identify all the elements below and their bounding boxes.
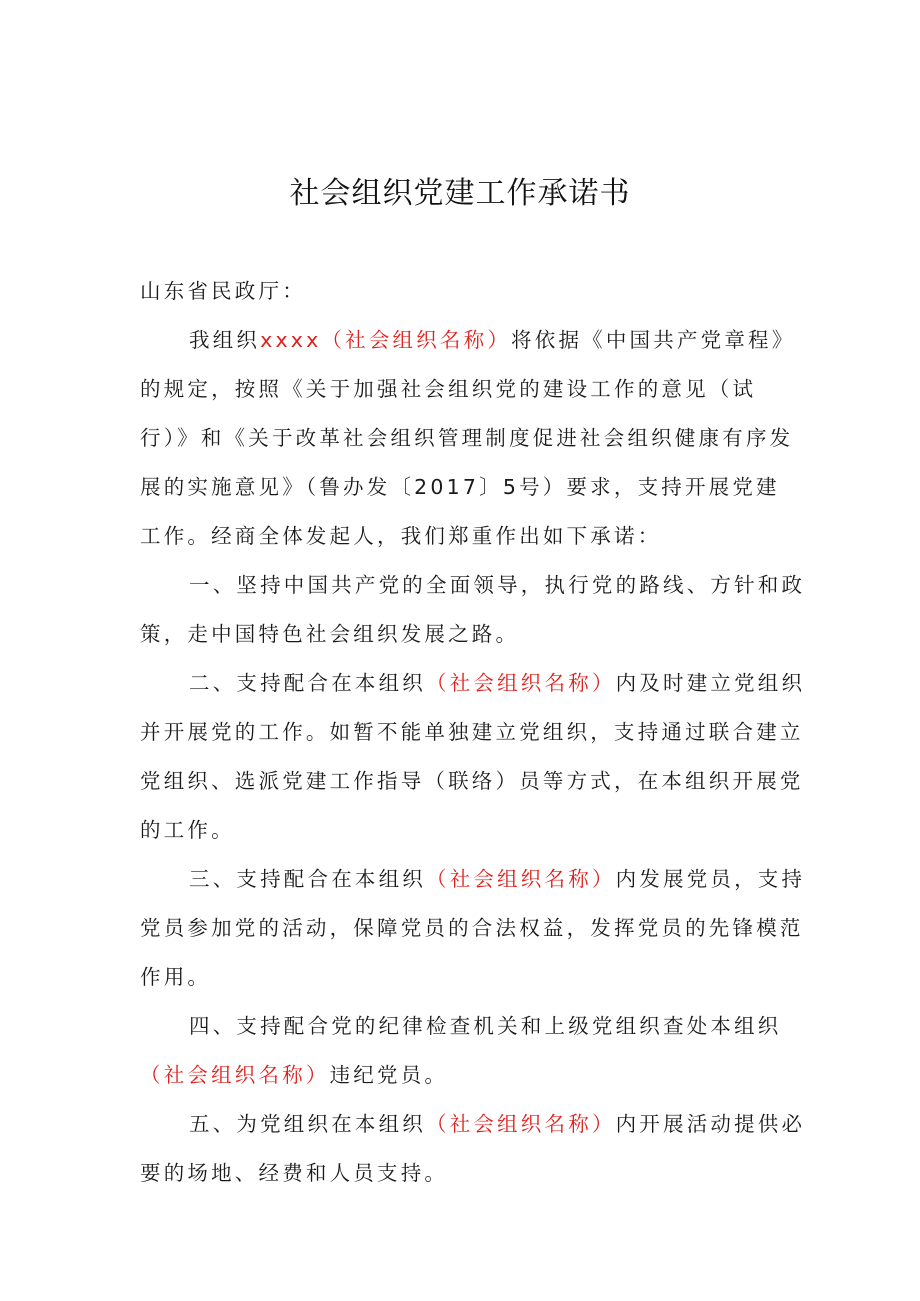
item2-text: 二、支持配合在本组织 xyxy=(189,671,426,695)
org-name-placeholder: xxxx（社会组织名称） xyxy=(260,328,512,352)
intro-text: 我组织 xyxy=(189,328,261,352)
item5-line-2: 要的场地、经费和人员支持。 xyxy=(140,1161,449,1185)
intro-line-1 xyxy=(140,316,796,365)
commitment-item-5 xyxy=(140,1100,806,1198)
item3-line-1 xyxy=(140,855,806,904)
intro-line-4: 展的实施意见》（鲁办发〔2017〕5号）要求，支持开展党建 xyxy=(140,475,780,499)
org-name-placeholder: （社会组织名称） xyxy=(426,1112,616,1136)
item3-text: 三、支持配合在本组织 xyxy=(189,867,426,891)
item4-line-2 xyxy=(140,1051,790,1100)
item3-line-3: 作用。 xyxy=(140,965,212,989)
salutation: 山东省民政厅： xyxy=(140,279,306,303)
intro-text: 将依据《中国共产党章程》 xyxy=(511,328,796,352)
item2-line-1 xyxy=(140,659,806,708)
commitment-item-4 xyxy=(140,1002,790,1100)
commitment-item-3 xyxy=(140,855,806,1002)
item3-line-2: 党员参加党的活动，保障党员的合法权益，发挥党员的先锋模范 xyxy=(140,916,804,940)
document-title: 社会组织党建工作承诺书 xyxy=(289,176,631,211)
org-name-placeholder: （社会组织名称） xyxy=(426,867,616,891)
item1-line-2: 策，走中国特色社会组织发展之路。 xyxy=(140,622,520,646)
intro-paragraph xyxy=(140,316,796,561)
item5-line-1 xyxy=(140,1100,806,1149)
item4-text: 违纪党员。 xyxy=(329,1063,449,1087)
org-name-placeholder: （社会组织名称） xyxy=(140,1063,330,1087)
item1-line-1: 一、坚持中国共产党的全面领导，执行党的路线、方针和政 xyxy=(189,573,806,597)
document-body xyxy=(140,267,806,1198)
item2-text: 内及时建立党组织 xyxy=(615,671,806,695)
commitment-item-2 xyxy=(140,659,806,855)
item5-text: 五、为党组织在本组织 xyxy=(189,1112,426,1136)
item4-line-1: 四、支持配合党的纪律检查机关和上级党组织查处本组织 xyxy=(189,1014,782,1038)
item2-line-3: 党组织、选派党建工作指导（联络）员等方式，在本组织开展党 xyxy=(140,769,804,793)
intro-line-3: 行）》和《关于改革社会组织管理制度促进社会组织健康有序发 xyxy=(140,426,794,450)
item2-line-2: 并开展党的工作。如暂不能单独建立党组织，支持通过联合建立 xyxy=(140,720,804,744)
item2-line-4: 的工作。 xyxy=(140,818,235,842)
commitment-item-1 xyxy=(140,561,806,659)
intro-line-5: 工作。经商全体发起人，我们郑重作出如下承诺： xyxy=(140,524,662,548)
item5-text: 内开展活动提供必 xyxy=(615,1112,806,1136)
intro-line-2: 的规定，按照《关于加强社会组织党的建设工作的意见（试 xyxy=(140,377,757,401)
item3-text: 内发展党员，支持 xyxy=(615,867,806,891)
org-name-placeholder: （社会组织名称） xyxy=(426,671,616,695)
